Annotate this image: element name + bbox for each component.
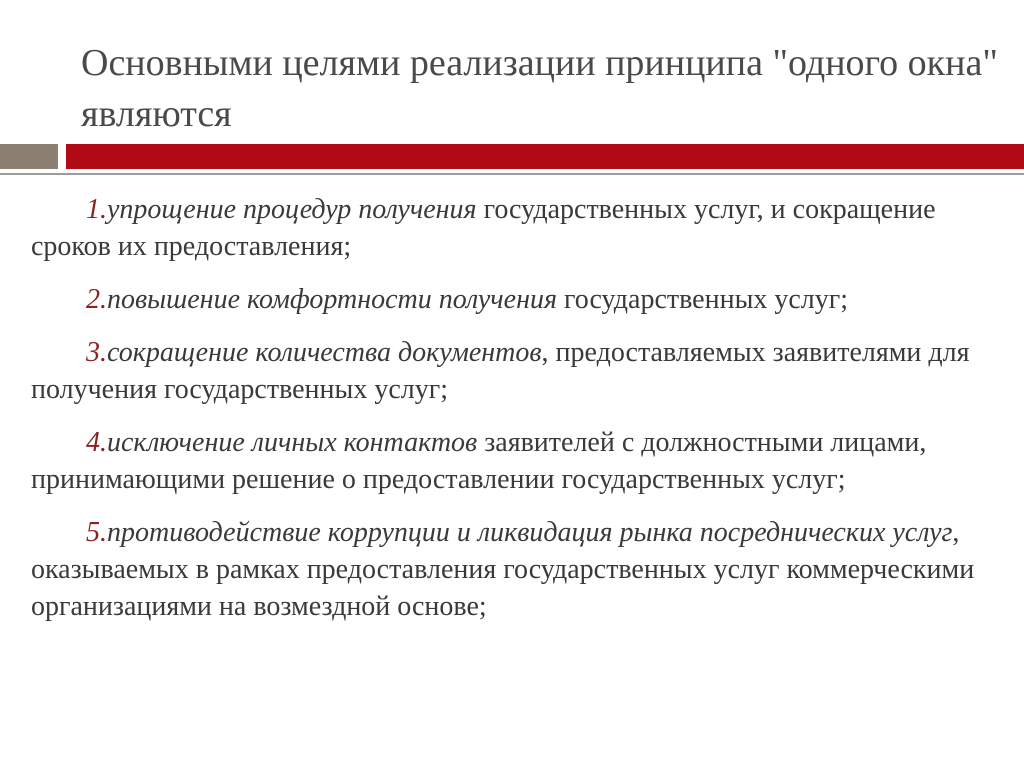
list-item bbox=[31, 424, 976, 498]
item-emphasis: противодействие коррупции и ликвидация рынка посреднических услуг bbox=[107, 517, 953, 548]
item-emphasis: упрощение процедур получения bbox=[107, 194, 477, 225]
list-item bbox=[31, 191, 976, 265]
list-item bbox=[31, 514, 976, 625]
item-text: заявителей с должностными лицами, принимающими решение о предоставлении государственных услуг; bbox=[31, 427, 927, 495]
goals-list bbox=[31, 191, 976, 641]
list-item bbox=[31, 281, 976, 318]
item-number: 5. bbox=[86, 517, 107, 548]
item-text: , оказываемых в рамках предоставления государственных услуг коммерческими организациями на возмездной основе; bbox=[31, 517, 975, 622]
item-text: , предоставляемых заявителями для получения государственных услуг; bbox=[31, 337, 970, 405]
item-emphasis: сокращение количества документов bbox=[107, 337, 542, 368]
item-text: государственных услуг, и сокращение сроков их предоставления; bbox=[31, 194, 936, 262]
item-text: государственных услуг; bbox=[557, 284, 849, 315]
list-item bbox=[31, 334, 976, 408]
item-number: 4. bbox=[86, 427, 107, 458]
title-divider-red-bar bbox=[66, 144, 1024, 169]
item-number: 2. bbox=[86, 284, 107, 315]
title-divider-thin-line bbox=[0, 173, 1024, 175]
title-divider-gray-block bbox=[0, 144, 58, 169]
slide-title: Основными целями реализации принципа "одного окна" являются bbox=[81, 42, 998, 135]
item-number: 1. bbox=[86, 194, 107, 225]
item-number: 3. bbox=[86, 337, 107, 368]
item-emphasis: повышение комфортности получения bbox=[107, 284, 557, 315]
item-emphasis: исключение личных контактов bbox=[107, 427, 478, 458]
